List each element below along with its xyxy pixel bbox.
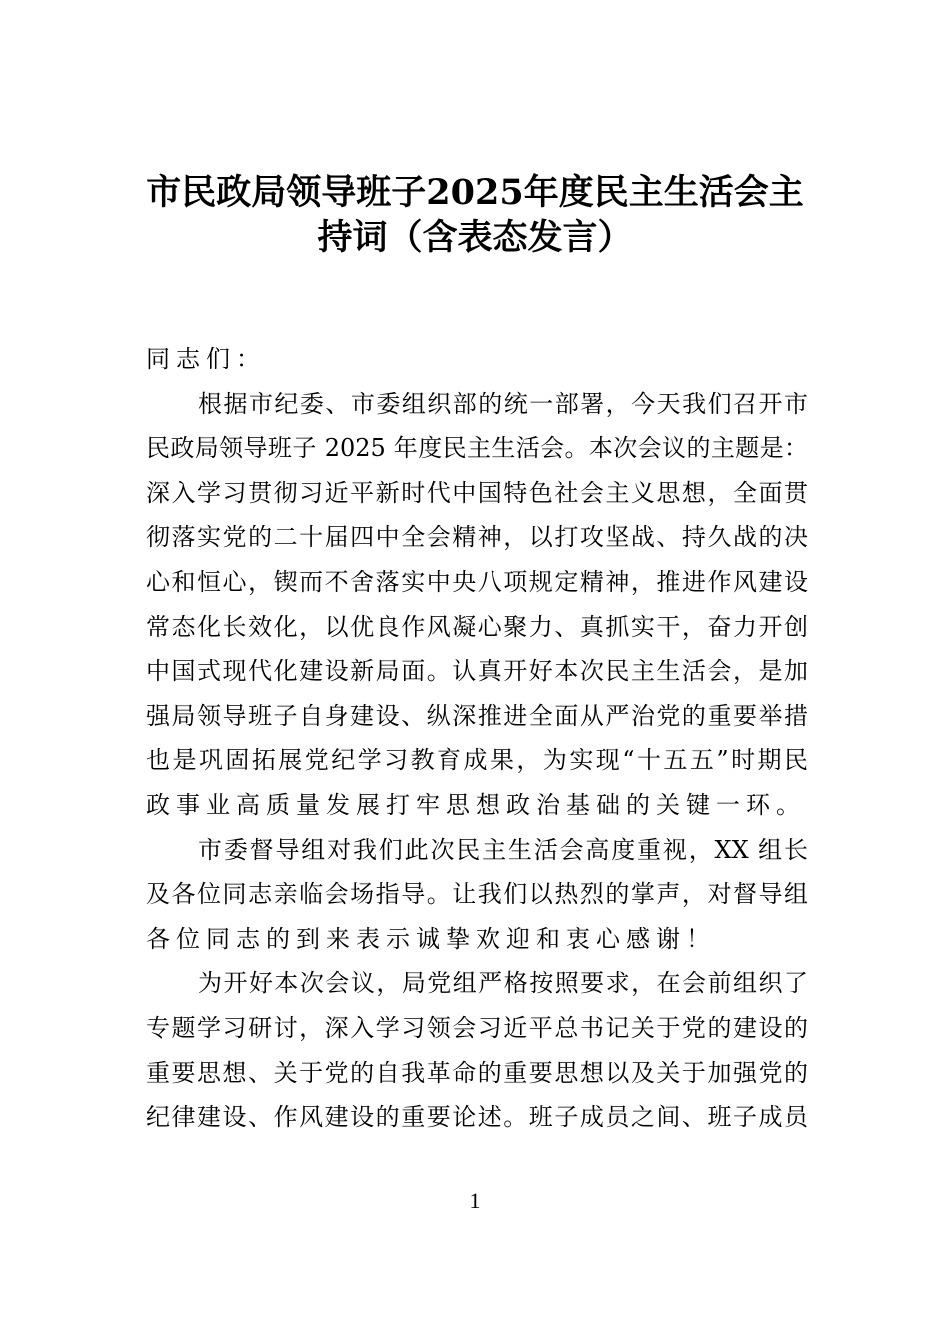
paragraph-line: 重要思想、关于党的自我革命的重要思想以及关于加强党的 <box>146 1058 808 1087</box>
paragraph-line: 深入学习贯彻习近平新时代中国特色社会主义思想，全面贯 <box>146 478 808 507</box>
document-title-line-1: 市民政局领导班子2025年度民主生活会主 <box>146 172 804 213</box>
paragraph-line: 为开好本次会议，局党组严格按照要求，在会前组织了 <box>198 969 808 998</box>
paragraph-line: 心和恒心，锲而不舍落实中央八项规定精神，推进作风建设 <box>146 567 808 596</box>
document-body <box>146 337 808 1140</box>
paragraph-line: 民政局领导班子 2025 年度民主生活会。本次会议的主题是： <box>146 434 808 463</box>
paragraph-line: 根据市纪委、市委组织部的统一部署，今天我们召开市 <box>198 389 808 418</box>
paragraph-line: 彻落实党的二十届四中全会精神，以打攻坚战、持久战的决 <box>146 523 808 552</box>
paragraph-line: 市委督导组对我们此次民主生活会高度重视，XX 组长 <box>198 835 808 864</box>
paragraph-line: 专题学习研讨，深入学习领会习近平总书记关于党的建设的 <box>146 1013 808 1042</box>
paragraph-line: 中国式现代化建设新局面。认真开好本次民主生活会，是加 <box>146 657 808 686</box>
document-title-line-2: 持词（含表态发言） <box>317 217 633 258</box>
paragraph-line: 各位同志的到来表示诚挚欢迎和衷心感谢！ <box>146 924 716 953</box>
page-number: 1 <box>469 1188 481 1213</box>
paragraph-line: 常态化长效化，以优良作风凝心聚力、真抓实干，奋力开创 <box>146 612 808 641</box>
paragraph-line: 政事业高质量发展打牢思想政治基础的关键一环。 <box>146 790 806 819</box>
paragraph-line: 也是巩固拓展党纪学习教育成果，为实现“十五五”时期民 <box>146 746 808 775</box>
paragraph-line: 纪律建设、作风建设的重要论述。班子成员之间、班子成员 <box>146 1103 808 1132</box>
paragraph-line: 强局领导班子自身建设、纵深推进全面从严治党的重要举措 <box>146 701 808 730</box>
greeting: 同志们： <box>146 345 266 373</box>
paragraph-line: 及各位同志亲临会场指导。让我们以热烈的掌声，对督导组 <box>146 880 808 909</box>
